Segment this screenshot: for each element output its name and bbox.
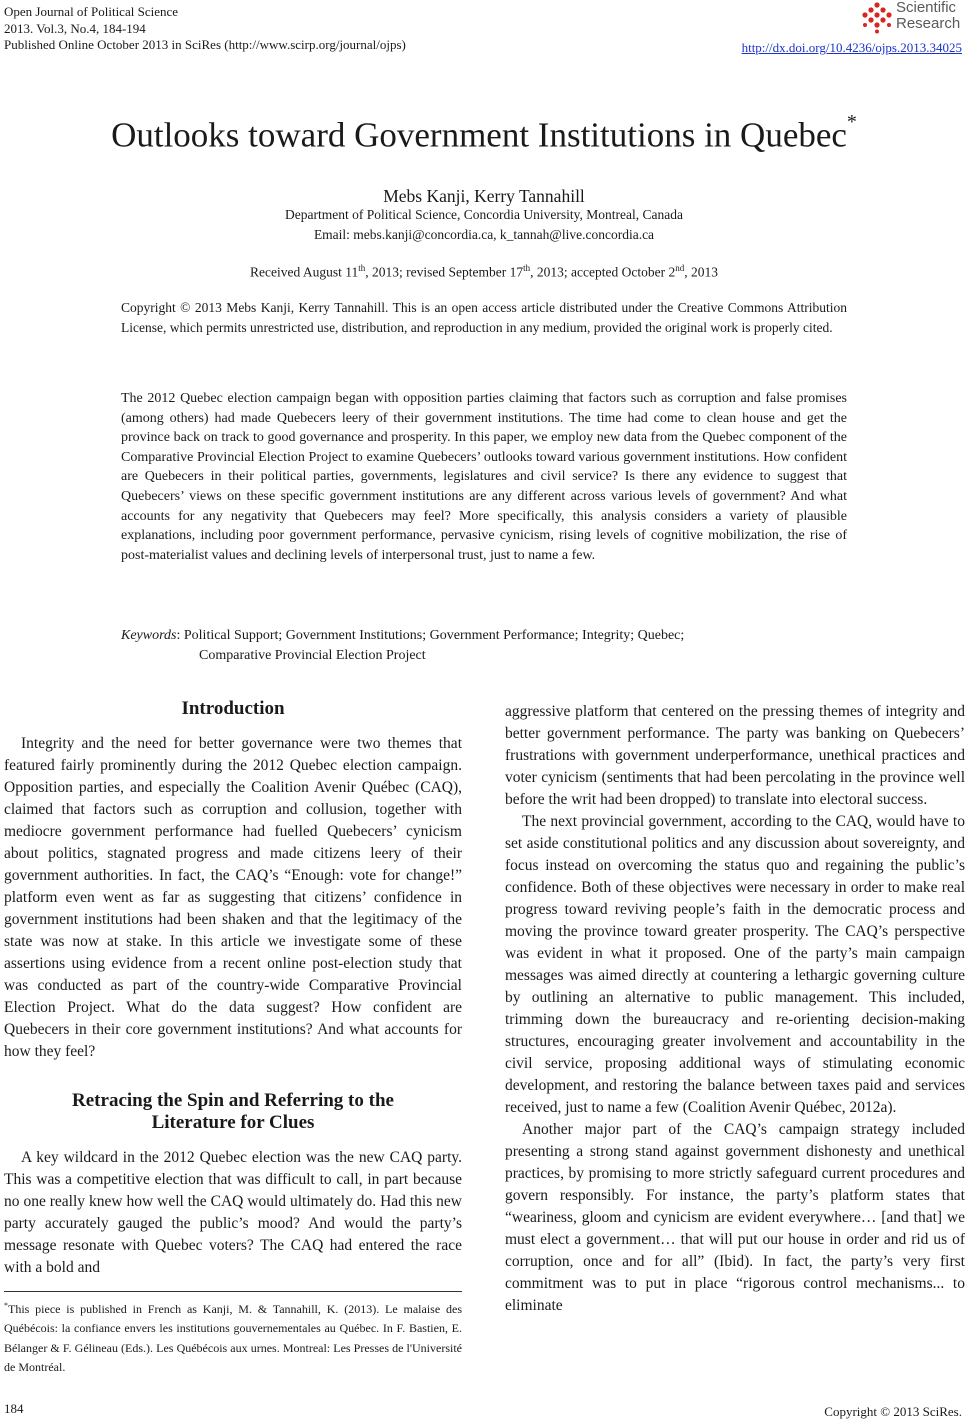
scientific-research-logo-icon	[860, 2, 894, 34]
abstract: The 2012 Quebec election campaign began with opposition parties claiming that factors such as corruption and false promises (among others) had made Quebecers leery of their government institutions. The time had come to clean house and get the province back on track to good governance and prosperity. In this paper, we employ new data from the Quebec component of the Comparative Provincial Election Project to examine Quebecers’ outlooks toward various government institutions. How confident are Quebecers in their political parties, governments, legislatures and civil service? Is there any evidence to suggest that Quebecers’ views on these specific government institutions are any different across various levels of government? And what accounts for any negativity that Quebecers may feel? More specifically, this analysis considers a variety of plausible explanations, including poor government performance, pervasive cynicism, rising levels of cognitive mobilization, the rise of post-materialist values and declining levels of interpersonal trust, just to name a few.	[121, 391, 847, 563]
footnote: *This piece is published in French as Kanji, M. & Tannahill, K. (2013). Le malaise des Québécois: la confiance envers les institutions gouvernementales au Québec. In F. Bastien, E. Bélanger & F. Gélineau (Eds.). Les Québécois aux urnes. Montreal: Les Presses de l'Université de Montréal.	[4, 1301, 462, 1375]
introduction-body	[4, 733, 462, 1063]
authors: Mebs Kanji, Kerry Tannahill	[383, 186, 585, 206]
affiliation: Department of Political Science, Concordia University, Montreal, Canada	[284, 207, 683, 222]
keywords-label: Keywords	[121, 628, 177, 643]
journal-volume: 2013. Vol.3, No.4, 184-194	[4, 20, 146, 36]
right-paragraph-2: The next provincial government, according to the CAQ, would have to set aside constitutional politics and any discussion about sovereignty, and focus instead on overcoming the status quo and regaining the public’s confidence. Both of these objectives were necessary in order to make real progress toward reviving people’s faith in the democratic process and moving the province toward greater prosperity. The CAQ’s perspective was evident in what it proposed. One of the party’s main campaign messages was aimed directly at countering a lethargic governing culture by outlining an alternative to public management. This included, trimming down the bureaucracy and re-orienting decision-making structures, encouraging greater involvement and accountability in the civil service, proposing additional ways of stimulating economic development, and restoring the balance between taxes paid and services received, just to name a few (Coalition Avenir Québec, 2012a).	[505, 813, 965, 1116]
section-2-body	[4, 1147, 462, 1279]
author-email: Email: mebs.kanji@concordia.ca, k_tannah@live.concordia.ca	[313, 227, 655, 242]
scientific-research-logo	[860, 0, 962, 36]
section-2-heading: Retracing the Spin and Referring to the Literature for Clues	[72, 1090, 394, 1133]
journal-name: Open Journal of Political Science	[4, 4, 179, 19]
right-column-body	[505, 701, 965, 1317]
introduction-paragraph: Integrity and the need for better governance were two themes that featured fairly prominently during the 2012 Quebec election campaign. Opposition parties, and especially the Coalition Avenir Québec (CAQ), claimed that factors such as corruption and collusion, together with mediocre government performance had fuelled Quebecers’ cynicism about politics, stagnated progress and made citizens leery of their government authorities. In fact, the CAQ’s “Enough: vote for change!” platform even went as far as suggesting that citizens’ confidence in government institutions had been shaken and that the legitimacy of the state was now at stake. In this article we investigate some of these assertions using evidence from a recent online post-election study that was conducted as part of the country-wide Comparative Provincial Election Project. What do the data suggest? How confident are Quebecers in their core government institutions? And what accounts for how they feel?	[4, 735, 462, 1060]
logo-text: Scientific Research	[896, 0, 961, 32]
right-paragraph-1: aggressive platform that centered on the pressing themes of integrity and better government performance. The party was banking on Quebecers’ frustrations with government underperformance, unethical practices and voter cynicism (sentiments that had been percolating in the province well before the writ had been dropped) to translate into electoral success.	[505, 703, 965, 808]
right-paragraph-3: Another major part of the CAQ’s campaign strategy included presenting a strong stand against government dishonesty and unethical practices, by promising to more strictly safeguard current procedures and govern responsibly. For instance, the party’s platform states that “weariness, gloom and cynicism are evident everywhere… [and that] we must elect a government… that will put our house in order and rid us of corruption, once and for all” (Ibid). In fact, the party’s very first commitment was to put in place “rigorous control mechanisms... to eliminate	[505, 1121, 965, 1314]
copyright-notice: Copyright © 2013 Mebs Kanji, Kerry Tannahill. This is an open access article distributed under the Creative Commons Attribution License, which permits unrestricted use, distribution, and reproduction in any medium, provided the original work is properly cited.	[121, 300, 847, 335]
footer-copyright: Copyright © 2013 SciRes.	[824, 1404, 962, 1419]
footnote-divider	[4, 1291, 462, 1292]
paper-title: Outlooks toward Government Institutions in Quebec*	[111, 111, 857, 155]
page-number: 184	[4, 1401, 24, 1416]
title-footnote-mark: *	[846, 111, 857, 133]
received-dates: Received August 11th, 2013; revised September 17th, 2013; accepted October 2nd, 2013	[250, 263, 718, 280]
publication-info: Published Online October 2013 in SciRes (http://www.scirp.org/journal/ojps)	[4, 37, 406, 52]
introduction-heading: Introduction	[181, 698, 285, 719]
keywords-line-2: Comparative Provincial Election Project	[199, 647, 426, 663]
section-2-paragraph: A key wildcard in the 2012 Quebec election was the new CAQ party. This was a competitive election that was difficult to call, in part because no one really knew how well the CAQ would ultimately do. Had this new party accurately gauged the public’s mood? And would the party’s message resonate with Quebec voters? The CAQ had entered the race with a bold and	[4, 1149, 462, 1276]
doi-link[interactable]: http://dx.doi.org/10.4236/ojps.2013.34025	[741, 40, 962, 55]
journal-header	[4, 4, 406, 54]
keywords-line-1: Political Support; Government Institutions; Government Performance; Integrity; Quebec;	[183, 628, 685, 643]
keywords: Keywords : Political Support; Government Institutions; Government Performance; Integrity; Quebec; Comparative Provincial Election Project	[121, 626, 847, 665]
